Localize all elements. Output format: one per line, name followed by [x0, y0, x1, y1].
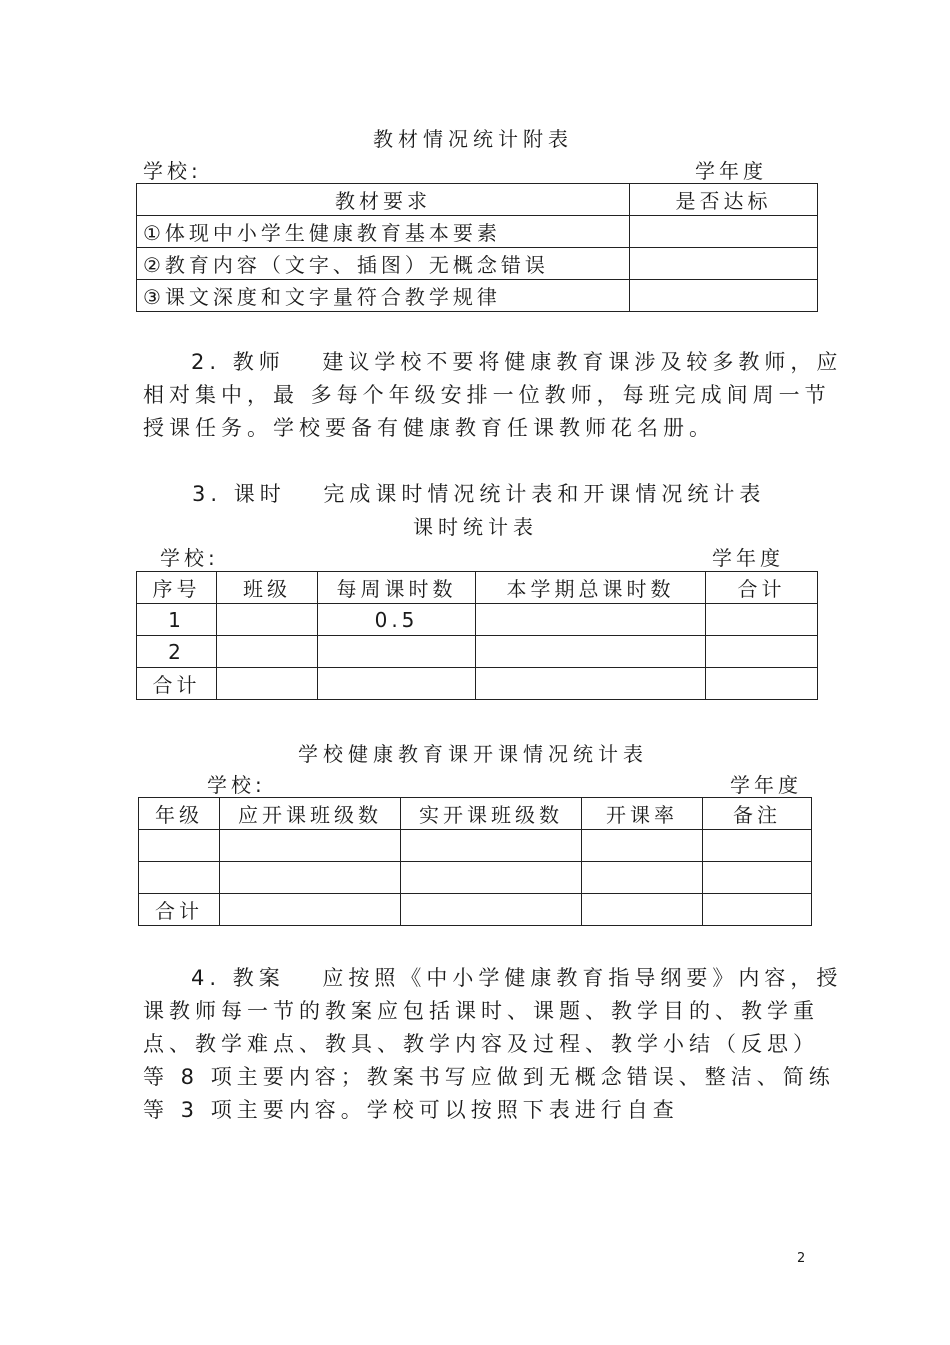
hours-year-label: 学年度	[712, 546, 784, 570]
table-cell	[220, 862, 401, 894]
hours-school-label: 学校:	[160, 546, 219, 570]
table-cell	[401, 830, 582, 862]
table-cell	[582, 894, 703, 926]
table-cell	[630, 280, 818, 312]
table-cell	[139, 830, 220, 862]
header-cell: 教材要求	[137, 184, 630, 216]
table-cell	[476, 668, 706, 700]
paragraph-line: 4. 教案 应按照《中小学健康教育指导纲要》内容，授	[191, 966, 843, 990]
section-4-paragraph	[143, 962, 843, 995]
header-cell: 序号	[137, 572, 217, 604]
header-cell: 实开课班级数	[401, 798, 582, 830]
table-cell: 0.5	[318, 604, 476, 636]
paragraph-line: 等 8 项主要内容；教案书写应做到无概念错误、整洁、简练	[143, 1065, 835, 1089]
table-cell	[318, 668, 476, 700]
table-row	[139, 830, 812, 862]
header-cell: 每周课时数	[318, 572, 476, 604]
header-cell: 应开课班级数	[220, 798, 401, 830]
table-cell	[220, 830, 401, 862]
table-cell: 合计	[137, 668, 217, 700]
section-3-heading: 3. 课时 完成课时情况统计表和开课情况统计表	[192, 482, 766, 506]
table-cell: ②教育内容（文字、插图）无概念错误	[137, 248, 630, 280]
table-cell	[220, 894, 401, 926]
table-cell	[217, 604, 318, 636]
table-cell	[401, 862, 582, 894]
table-cell: ①体现中小学生健康教育基本要素	[137, 216, 630, 248]
hours-table-title: 课时统计表	[413, 515, 538, 539]
table-cell	[703, 830, 812, 862]
table-cell: 合计	[139, 894, 220, 926]
table-cell: ③课文深度和文字量符合教学规律	[137, 280, 630, 312]
table-cell	[703, 862, 812, 894]
header-cell: 是否达标	[630, 184, 818, 216]
table-cell	[401, 894, 582, 926]
paragraph-line: 相对集中，最 多每个年级安排一位教师，每班完成间周一节	[143, 383, 831, 407]
paragraph-line: 点、教学难点、教具、教学内容及过程、教学小结（反思）	[143, 1032, 819, 1056]
section-2-paragraph	[143, 346, 843, 379]
page-number: 2	[797, 1251, 806, 1266]
table-cell	[630, 216, 818, 248]
header-cell: 备注	[703, 798, 812, 830]
courses-table	[138, 797, 812, 926]
table-row	[137, 216, 818, 248]
table-row	[137, 604, 818, 636]
courses-school-label: 学校:	[207, 773, 266, 797]
textbook-year-label: 学年度	[695, 159, 767, 183]
paragraph-line: 授课任务。学校要备有健康教育任课教师花名册。	[143, 416, 715, 440]
table-cell	[706, 636, 818, 668]
table-cell: 2	[137, 636, 217, 668]
table-row	[137, 668, 818, 700]
paragraph-line: 等 3 项主要内容。学校可以按照下表进行自查	[143, 1098, 679, 1122]
textbook-table-title: 教材情况统计附表	[373, 127, 573, 151]
paragraph-line: 课教师每一节的教案应包括课时、课题、教学目的、教学重	[143, 999, 819, 1023]
table-cell	[476, 604, 706, 636]
table-cell	[476, 636, 706, 668]
table-cell: 1	[137, 604, 217, 636]
header-cell: 开课率	[582, 798, 703, 830]
table-row	[139, 894, 812, 926]
courses-table-title: 学校健康教育课开课情况统计表	[298, 742, 648, 766]
table-header-row	[137, 572, 818, 604]
table-cell	[706, 604, 818, 636]
section-2-paragraph-cont	[143, 379, 831, 445]
table-row	[137, 636, 818, 668]
table-cell	[139, 862, 220, 894]
hours-table	[136, 571, 818, 700]
table-cell	[582, 830, 703, 862]
textbook-school-label: 学校:	[143, 159, 202, 183]
header-cell: 年级	[139, 798, 220, 830]
courses-year-label: 学年度	[730, 773, 802, 797]
table-cell	[703, 894, 812, 926]
table-cell	[217, 668, 318, 700]
table-row	[139, 862, 812, 894]
section-4-paragraph-cont	[143, 995, 835, 1127]
table-header-row	[139, 798, 812, 830]
table-cell	[217, 636, 318, 668]
table-cell	[706, 668, 818, 700]
table-cell	[318, 636, 476, 668]
header-cell: 班级	[217, 572, 318, 604]
paragraph-line: 2. 教师 建议学校不要将健康教育课涉及较多教师，应	[191, 350, 843, 374]
table-cell	[582, 862, 703, 894]
table-cell	[630, 248, 818, 280]
table-header-row	[137, 184, 818, 216]
table-row	[137, 248, 818, 280]
table-row	[137, 280, 818, 312]
textbook-table	[136, 183, 818, 312]
header-cell: 合计	[706, 572, 818, 604]
header-cell: 本学期总课时数	[476, 572, 706, 604]
